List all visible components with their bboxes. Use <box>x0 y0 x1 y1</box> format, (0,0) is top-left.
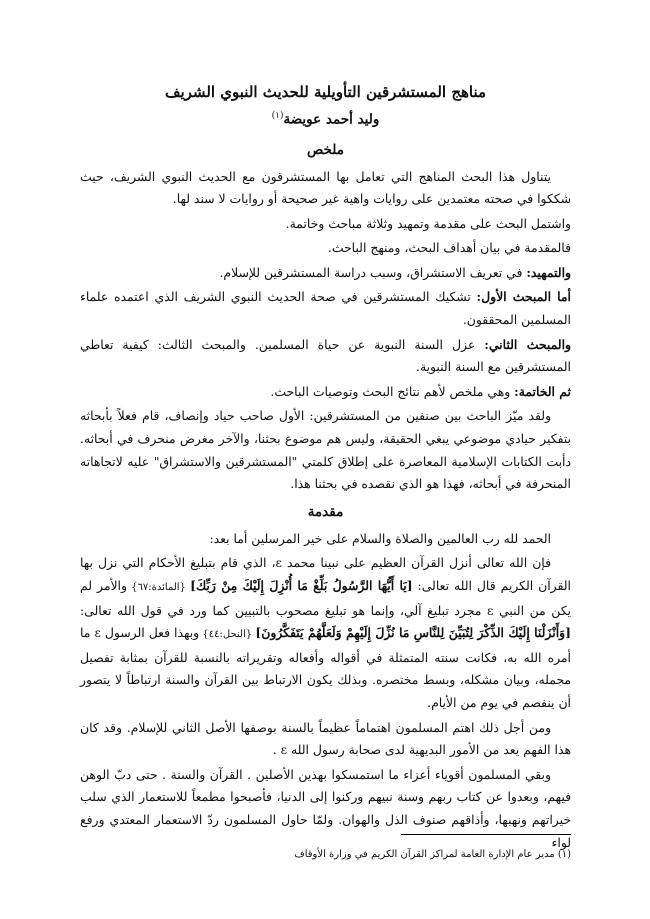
preface-text: في تعريف الاستشراق، وسبب دراسة المستشرقين للإسلام. <box>219 264 527 280</box>
intro-text-c: وبهذا فعل الرسول ε ما أمره الله به، فكانت سنته المتمثلة في أقواله وأفعاله وتقريراته بالنسبة للقرآن بمثابة تفصيل مجمله، وبيان مشكله، وبسط مختصره. وبذلك يكون الارتباط بين القرآن والسنة ارتباطاً لا يتصور أن ينفصم في يوم من الأيام. <box>80 625 571 710</box>
abstract-orientalists-paragraph: ولقد ميّز الباحث بين صنفين من المستشرقين: الأول صاحب حياد وإنصاف، قام فعلاً بأبحاثه بتفكير حيادي موضوعي يبغي الحقيقة، وليس هم موضوع بحثنا، والآخر مغرض منحرف في أبحاثه. دأبت الكتابات الإسلامية المعاصرة على إطلاق كلمتي "المستشرقين والاستشراق" عليه لاتجاهاته المنحرفة في أبحاثه، فهذا هو الذي نقصده في بحثنا هذا. <box>80 408 571 492</box>
abstract-structure: واشتمل البحث على مقدمة وتمهيد وثلاثة مباحث وخاتمة. <box>285 215 571 231</box>
conclusion-label: ثم الخاتمة: <box>514 383 571 399</box>
verse-reference: {المائدة:٦٧} <box>126 582 191 593</box>
footnote-marker[interactable]: (١) <box>271 111 284 121</box>
author-line <box>80 104 571 132</box>
footnote-text: مدير عام الإدارة العامة لمراكز القرآن الكريم في وزارة الأوقاف <box>294 849 558 860</box>
intro-text-b: والأمر لم يكن من النبي ε مجرد تبليغ آلي، وإنما هو تبليغ مصحوب بالتبيين كما ورد في قول الله تعالى: <box>80 578 571 618</box>
document-page <box>80 80 571 919</box>
author-name: وليد أحمد عويضة <box>283 111 380 128</box>
introduction-heading: مقدمة <box>307 503 344 520</box>
abstract-heading: ملخص <box>307 141 344 158</box>
verse-reference: {النحل:٤٤} <box>199 629 256 641</box>
chapter2-label: والمبحث الثاني: <box>484 336 571 352</box>
quran-verse-maidah: [يَا أَيُّهَا الرَّسُولُ بَلِّغْ مَا أُنْزِلَ إِلَيْكَ مِنْ رَبِّكَ] <box>190 578 413 593</box>
conclusion-text: وهي ملخص لأهم نتائج البحث وتوصيات الباحث. <box>270 383 515 399</box>
abstract-intro-line: فالمقدمة في بيان أهداف البحث، ومنهج الباحث. <box>327 240 571 256</box>
quran-verse-nahl: [وَأَنْزَلْنَا إِلَيْكَ الذِّكْرَ لِتُبَيِّنَ لِلنَّاسِ مَا نُزِّلَ إِلَيْهِمْ وَلَعَلَّهُمْ يَتَفَكَّرُونَ] <box>255 625 572 641</box>
footnote-number: (١) <box>557 849 571 860</box>
intro-text-a: فإن الله تعالى أنزل القرآن العظيم على نبينا محمد ε، الذي قام بتبليغ الأحكام التي نزل بها القرآن الكريم قال الله تعالى: <box>80 555 571 593</box>
intro-history-paragraph: وبقي المسلمون أقوياء أعزاء ما استمسكوا بهذين الأصلين . القرآن والسنة . حتى دبّ الوهن فيهم، وبعدوا عن كتاب ربهم وسنة نبيهم وركنوا إلى الدنيا، فأصبحوا مطمعاً للاستعمار الذي سلب خيراتهم ونهبها، وأذاقهم صنوف الذل والهوان. ولمّا حاول المسلمون ردّ الاستعمار المعتدي ورفع لواء <box>80 766 571 850</box>
preface-label: والتمهيد: <box>526 264 571 280</box>
paper-title: مناهج المستشرقين التأويلية للحديث النبوي الشريف <box>164 83 487 101</box>
abstract-preface-line <box>80 262 571 285</box>
intro-opening: الحمد لله رب العالمين والصلاة والسلام على خير المرسلين أما بعد: <box>209 530 551 546</box>
chapter1-text: تشكيك المستشرقين في صحة الحديث النبوي الشريف الذي اعتمده علماء المسلمين المحققون. <box>80 289 571 328</box>
footnote <box>80 847 571 863</box>
abstract-chapter1-line <box>80 286 571 331</box>
chapter2-text: عزل السنة النبوية عن حياة المسلمين. والمبحث الثالث: كيفية تعاطي المستشرقين مع السنة النبوية. <box>80 336 571 375</box>
intro-sunnah-paragraph: ومن أجل ذلك اهتم المسلمون اهتماماً عظيماً بالسنة بوصفها الأصل الثاني للإسلام. وقد كان هذا الفهم يعد من الأمور البديهية لدى صحابة رسول الله ε . <box>80 719 571 758</box>
abstract-paragraph: يتناول هذا البحث المناهج التي تعامل بها المستشرقون مع الحديث النبوي الشريف، حيث شككوا في صحته معتمدين على روايات واهية غير صحيحة أو روايات لا سند لها. <box>80 168 571 207</box>
abstract-chapter2-line <box>80 334 571 379</box>
intro-quran-paragraph <box>80 552 571 714</box>
abstract-conclusion-line <box>80 381 571 404</box>
chapter1-label: أما المبحث الأول: <box>476 289 571 305</box>
footnote-separator <box>401 834 571 835</box>
